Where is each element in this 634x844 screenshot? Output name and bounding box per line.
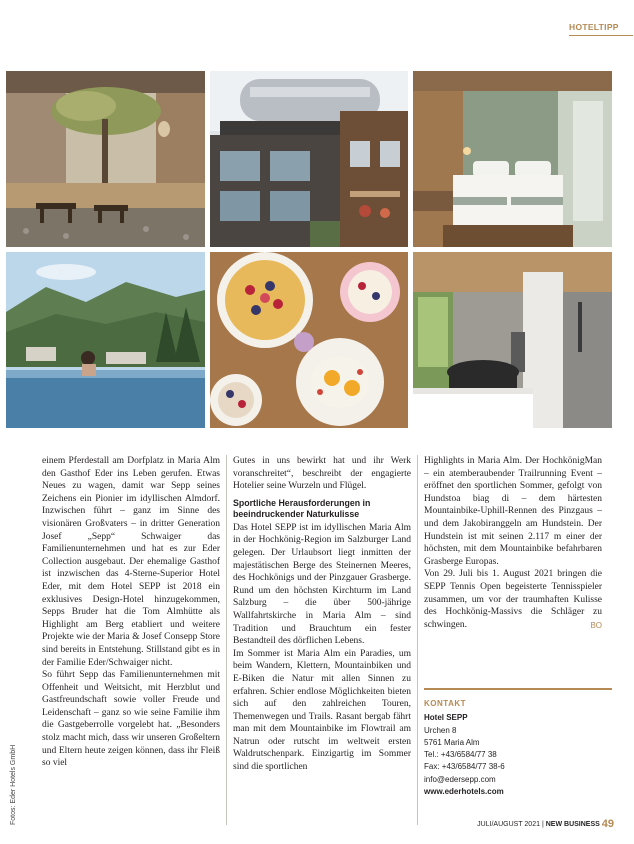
- paragraph: So führt Sepp das Familienunternehmen mit Offenheit und Weitsicht, mit Herzblut und Gastfreundschaft sowie voller Freude und Leidenschaft – ganz so wie seine Familie ihm die Gastgeberrolle vorgelebt hat. „Besonders stolz macht mich, dass wir unseren Großeltern und Eltern heute zeigen können, dass ihr Fleiß so viel: [42, 670, 220, 769]
- photo-hotel-bedroom-graphic: [413, 71, 612, 247]
- photo-breakfast-spread: [210, 252, 408, 428]
- issue-date: JULI/AUGUST 2021: [477, 821, 540, 828]
- article-column-2: [233, 455, 411, 774]
- author-signoff: BO: [590, 620, 602, 630]
- kontakt-hotel-name: Hotel SEPP: [424, 713, 468, 723]
- photo-wooden-courtyard-graphic: [6, 71, 205, 247]
- paragraph: Gutes in uns bewirkt hat und ihr Werk voranschreitet“, beschreibt der engagierte Hotelier seine Wurzeln und Flügel.: [233, 456, 411, 492]
- photo-airstream-building: [210, 71, 408, 247]
- article-column-1: [42, 455, 220, 770]
- page-number: 49: [601, 818, 614, 830]
- publication-name: NEW BUSINESS: [545, 821, 600, 828]
- subheading: Sportliche Herausforderungen in beeindruckender Naturkulisse: [233, 497, 371, 520]
- paragraph: einem Pferdestall am Dorfplatz in Maria Alm den Gasthof Eder ins Leben gerufen. Etwas Neues zu wagen, damit war Sepp seines Zeichens ein Pionier im idyllischen Almdorf. Inzwischen führt – ganz im Sinne des visionären Großvaters – in dritter Generation Josef „Sepp“ Schwaiger das Familienunternehmen und hat es zur Eder Collection ausgebaut. Der ehemalige Gasthof ist inzwischen das 4-Sterne-Superior Hotel Eder, mit dem Hotel SEPP ist 2018 ein exklusives Design-Hotel hinzugekommen, Sepps Bruder hat die Tom Almhütte als Highlight am Berg etabliert und weitere Projekte wie der Maria & Josef Consepp Store sind bereits in Entstehung. Stillstand gibt es in der Familie Eder/Schwaiger nicht.: [42, 456, 220, 668]
- footer-separator: |: [541, 821, 544, 828]
- page-footer: [477, 818, 614, 830]
- photo-wooden-courtyard: [6, 71, 205, 247]
- kontakt-city: 5761 Maria Alm: [424, 737, 480, 747]
- kontakt-street: Urchen 8: [424, 725, 457, 735]
- photo-infinity-pool: [6, 252, 205, 428]
- kontakt-box: [424, 698, 614, 798]
- section-tag-rule: [569, 35, 633, 36]
- photo-bathroom-bathtub-graphic: [413, 252, 612, 428]
- photo-hotel-bedroom: [413, 71, 612, 247]
- section-tag: HOTELTIPP: [569, 22, 619, 32]
- paragraph-text: Von 29. Juli bis 1. August 2021 bringen die SEPP Tennis Open begeisterte Tennisspieler zusammen, um vor der traumhaften Kulisse des Hochkönig-Massivs die Schläger zu schwingen.: [424, 569, 602, 630]
- column-divider: [226, 455, 227, 825]
- photo-bathroom-bathtub: [413, 252, 612, 428]
- paragraph: Highlights in Maria Alm. Der HochkönigMan – ein atemberaubender Trailrunning Event – eröffnet den sportlichen Sommer, gefolgt von Hundstoa biag di – dem härtesten Mountainbike-Uphill-Rennen des Pinzgaus – und dem Jakobiranggeln am Hundstein. Der Hundstein ist mit seinen 2.117 m einer der höchsten, mit dem Mountainbike befahrbaren Grasberge Europas.: [424, 456, 602, 567]
- column-divider: [417, 455, 418, 825]
- paragraph: [424, 568, 602, 631]
- kontakt-phone: Tel.: +43/6584/77 38: [424, 750, 497, 760]
- paragraph: Im Sommer ist Maria Alm ein Paradies, um beim Wandern, Klettern, Mountainbiken und E-Biken die Natur mit allen Sinnen zu erfahren. Schier endlose Möglichkeiten bieten sich auf den zahlreichen Touren, Themenwegen und Trails. Rasant bergab fährt man mit dem Mountainbike im Flowtrail am Natrun oder rutscht im weltweit ersten Waldrutschenpark. Einzigartig im Sommer sind die sportlichen: [233, 648, 411, 773]
- photo-breakfast-spread-graphic: [210, 252, 408, 428]
- kontakt-website-link[interactable]: www.ederhotels.com: [424, 787, 504, 797]
- kontakt-fax: Fax: +43/6584/77 38-6: [424, 762, 505, 772]
- kontakt-rule: [424, 688, 612, 690]
- photo-airstream-building-graphic: [210, 71, 408, 247]
- paragraph: Das Hotel SEPP ist im idyllischen Maria Alm in der Hochkönig-Region im Salzburger Land gelegen. Der Urlaubsort liegt inmitten der majestätischen Berge des Steinernen Meeres, des Hochkönigs und der Pinzgauer Grasberge. Rund um den höchsten Kirchturm im Land Salzburg – die über 500-jährige Wallfahrtskirche in Maria Alm – sind Tradition und Brauchtum ein fester Bestandteil des dörflichen Lebens.: [233, 522, 411, 647]
- article-column-3: [424, 455, 602, 632]
- kontakt-title: KONTAKT: [424, 699, 467, 708]
- photo-credit: Fotos: Eder Hotels GmbH: [10, 744, 17, 825]
- photo-infinity-pool-graphic: [6, 252, 205, 428]
- kontakt-email-link[interactable]: info@edersepp.com: [424, 774, 496, 784]
